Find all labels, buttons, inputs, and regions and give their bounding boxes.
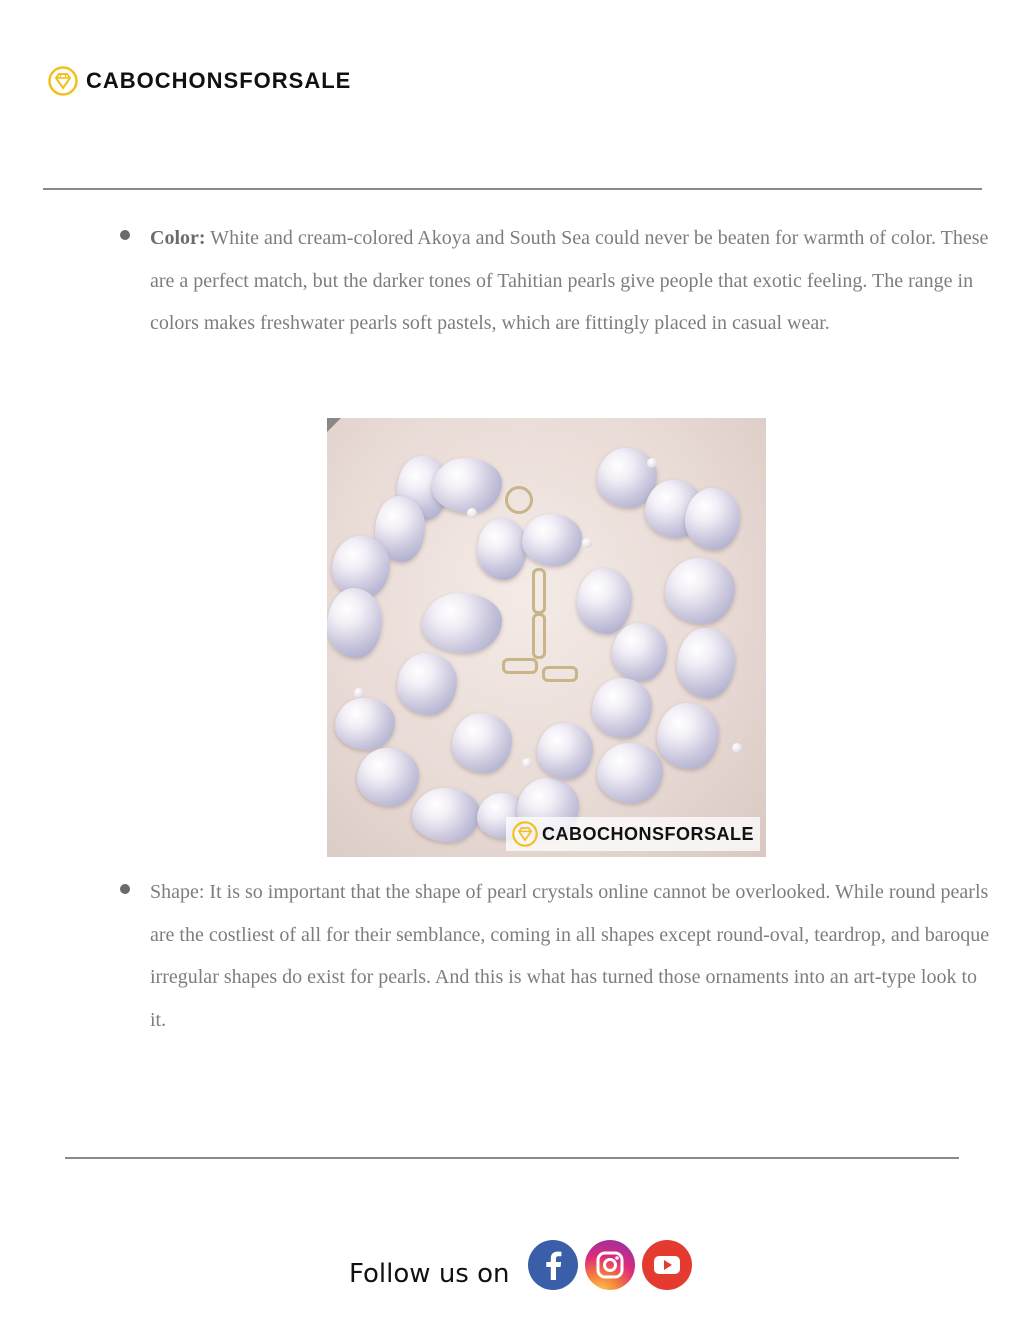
pearl: [327, 588, 382, 658]
pearl: [412, 788, 480, 842]
pearl: [677, 628, 735, 698]
necklace-clasp: [505, 486, 533, 514]
pearl: [522, 514, 582, 566]
brand-logo[interactable]: [48, 66, 351, 96]
shape-paragraph: Shape: It is so important that the shape of pearl crystals online cannot be overlooked. While round pearls are the costliest of all for their semblance, coming in all shapes except round-oval, teardrop, and baroque irregular shapes do exist for pearls. And this is what has turned those ornaments into an art-type look to it.: [150, 881, 990, 1031]
color-paragraph: [150, 217, 990, 345]
pearl: [397, 653, 457, 715]
pearl: [612, 623, 667, 681]
pearl: [422, 593, 502, 653]
photo-corner-shadow: [327, 418, 341, 432]
photo-watermark: [506, 817, 760, 851]
header-divider: [43, 188, 982, 190]
color-text: White and cream-colored Akoya and South Sea could never be beaten for warmth of color. These are a perfect match, but the darker tones of Tahitian pearls give people that exotic feeling. The range in colors makes freshwater pearls soft pastels, which are fittingly placed in casual wear.: [150, 227, 989, 334]
instagram-icon[interactable]: [585, 1240, 635, 1290]
pearl: [597, 743, 663, 803]
color-label: Color:: [150, 227, 206, 249]
watermark-wordmark: CABOCHONSFORSALE: [541, 823, 754, 844]
bullet-icon: [120, 884, 130, 894]
logo-wordmark: CABOCHONSFORSALE: [86, 68, 352, 93]
facebook-icon[interactable]: [528, 1240, 578, 1290]
seed-pearl: [732, 743, 742, 753]
necklace-chain: [542, 666, 578, 682]
gem-icon: [512, 821, 538, 847]
footer-divider: [65, 1157, 959, 1159]
necklace-chain: [532, 568, 546, 614]
pearl-necklace-photo: [327, 418, 766, 857]
gem-icon: [48, 66, 78, 96]
pearl: [685, 488, 740, 550]
pearl: [335, 698, 395, 750]
youtube-icon[interactable]: [642, 1240, 692, 1290]
pearl: [665, 558, 735, 624]
pearl: [577, 568, 632, 634]
pearl: [592, 678, 652, 738]
seed-pearl: [647, 458, 657, 468]
list-item-shape: [120, 871, 990, 1041]
pearl: [477, 518, 527, 580]
seed-pearl: [354, 688, 364, 698]
bullet-icon: [120, 230, 130, 240]
follow-label: Follow us on: [349, 1259, 510, 1289]
pearl: [537, 723, 593, 779]
pearl: [357, 748, 419, 806]
follow-us-bar: [349, 1240, 699, 1290]
necklace-chain: [532, 613, 546, 659]
necklace-chain: [502, 658, 538, 674]
pearl: [452, 713, 512, 773]
seed-pearl: [467, 508, 477, 518]
list-item-color: [120, 217, 990, 345]
pearl: [432, 458, 502, 513]
seed-pearl: [582, 538, 592, 548]
pearl: [657, 703, 719, 769]
seed-pearl: [522, 758, 532, 768]
